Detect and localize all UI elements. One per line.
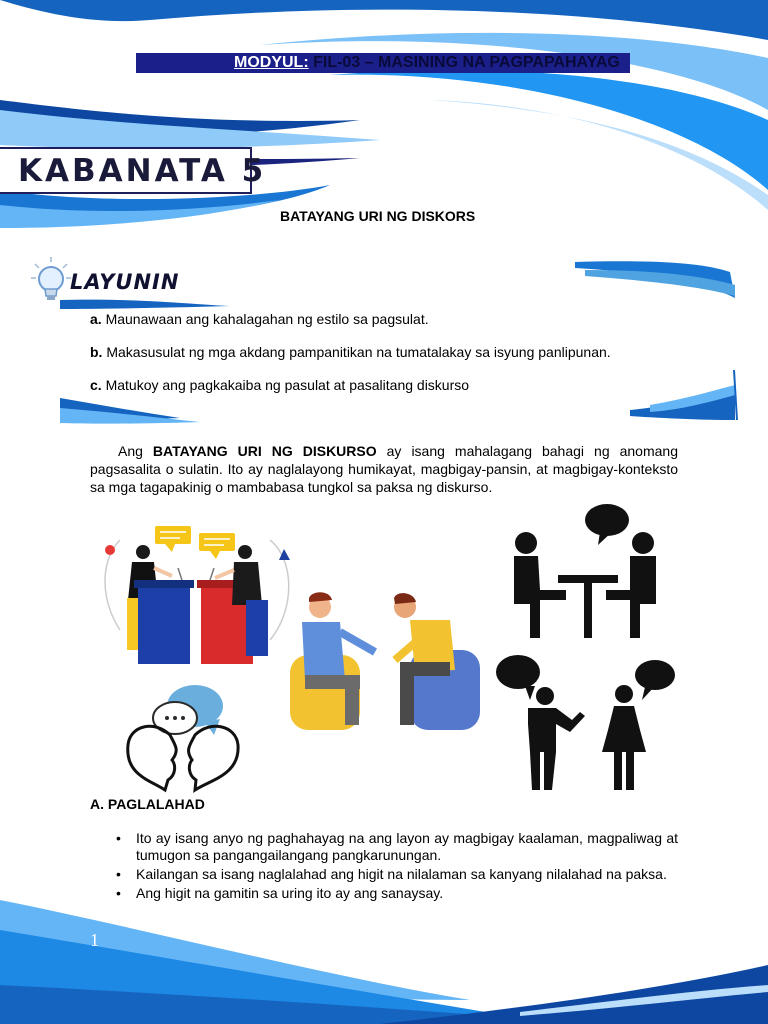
objective-letter: c. [90, 377, 102, 393]
paglalahad-bullet-list [116, 830, 678, 904]
list-item: • Ito ay isang anyo ng paghahayag na ang layon ay magbigay kaalaman, magpaliwag at tumugon sa pangangailangang pangkarunungan. [116, 830, 678, 864]
intro-rest: ay isang mahalagang bahagi ng anomang pagsasalita o sulatin. Ito ay naglalayong humikayat, magbigay-pansin, at magbigay-konteksto sa mga tagapakinig o mambabasa tungkol sa paksa ng diskurso. [90, 443, 678, 495]
debate-illustration [105, 526, 290, 664]
module-label: MODYUL: [234, 54, 309, 71]
objective-text: Matukoy ang pagkakaiba ng pasulat at pasalitang diskurso [101, 377, 470, 393]
objective-text: Maunawaan ang kahalagahan ng estilo sa pagsulat. [101, 311, 429, 327]
table-illustration [514, 504, 656, 638]
page-number: 1 [90, 930, 99, 950]
list-item: • Ang higit na gamitin sa uring ito ay ang sanaysay. [116, 885, 678, 902]
standing-couple-illustration [496, 655, 675, 790]
section-title: BATAYANG URI NG DISKORS [280, 208, 476, 224]
list-item: • Kailangan sa isang naglalahad ang higit na nilalaman sa kanyang nilalahad na paksa. [116, 866, 678, 883]
intro-bold-term: BATAYANG URI NG DISKURSO [152, 443, 377, 459]
objective-letter: a. [90, 311, 102, 327]
intro-lead: Ang [118, 443, 153, 459]
paglalahad-heading: A. PAGLALAHAD [90, 796, 205, 812]
conversation-illustration [290, 592, 480, 730]
module-name: FIL-03 – MASINING NA PAGPAPAHAYAG [308, 54, 620, 71]
layunin-heading: LAYUNIN [70, 270, 180, 294]
objective-letter: b. [90, 344, 103, 360]
objective-text: Makasusulat ng mga akdang pampanitikan na tumatalakay sa isyung panlipunan. [102, 344, 611, 360]
heads-illustration [128, 685, 238, 790]
chapter-title: KABANATA 5 [18, 153, 267, 189]
